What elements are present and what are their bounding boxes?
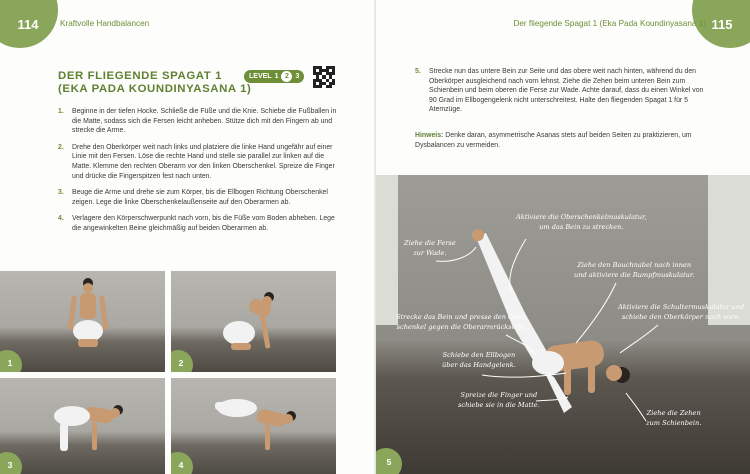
annotation-line: Schiebe den Ellbogen [442,351,516,359]
step-number: 1. [58,108,64,115]
step-text: Beginne in der tiefen Hocke. Schließe die Füße und die Knie. Schiebe die Fußballen in die Matte, sodass sich die Fersen leicht anheben. Stütze dich mit den Fingern ab und strecke die Arme. [72,108,337,135]
annotation-line: Ziehe die Ferse [404,239,456,247]
step-text: Beuge die Arme und drehe sie zum Körper, bis die Ellbogen Richtung Oberschenkel zeigen. Lege die linke Oberschenkelaußenseite auf den Oberarmen ab. [72,189,328,206]
running-head: Der fliegende Spagat 1 (Eka Pada Koundinyasana 1) [513,19,706,28]
instruction-step [58,107,338,136]
annotation-label [396,313,527,332]
photo-step-5 [376,175,750,474]
instruction-step [58,188,338,207]
yoga-figure-squat [0,271,165,372]
annotation-line: schiebe den Oberkörper nach vorn. [621,312,741,321]
photo-number: 2 [178,358,184,368]
yoga-figure-prep [0,378,165,474]
step-text: Drehe den Oberkörper weit nach links und platziere die linke Hand ungefähr auf einer Linie mit den Fersen. Löse die rechte Hand und stelle sie parallel zur linken auf die Matte. Klemme den rechten Oberarm vor den linken Oberschenkel. Spreize die Finger und drücke die Fingerspitzen fest nach unten. [72,143,335,180]
annotation-line: Strecke das Bein und presse den Ober- [396,313,527,321]
instruction-list [58,107,338,241]
instruction-step [58,143,338,181]
level-option-3: 3 [295,73,300,80]
step-text: Verlagere den Körperschwerpunkt nach vorn, bis die Füße vom Boden abheben. Lege die angewinkelten Beine gleichmäßig auf beiden Oberarmen ab. [72,215,335,232]
annotation-line: über das Handgelenk. [442,360,516,369]
step-number: 4. [58,215,64,223]
hint-note [415,131,700,150]
hint-label: Hinweis: [415,132,444,139]
page-number: 114 [17,17,39,32]
hint-text: Denke daran, asymmetrische Asanas stets auf beiden Seiten zu praktizieren, um Dysbalancen zu vermeiden. [415,132,692,149]
annotation-line: schiebe sie in die Matte. [458,400,540,409]
annotation-line: und aktiviere die Rumpfmuskulatur. [574,270,695,279]
annotation-line: Aktiviere die Schultermuskulatur und [618,303,745,311]
annotation-label [516,213,646,232]
step-text: Strecke nun das untere Bein zur Seite und das obere weit nach hinten, während du den Oberkörper ausgleichend nach vorn lehnst. Ziehe die Zehen beim unteren Bein zum Schienbein und beim oberen die Ferse zur Wade. Achte darauf, dass du einen Winkel von 90 Grad im Ellbogengelenk nicht unterschreitest. Halte den fliegenden Spagat 1 für 5 Atemzüge. [429,68,704,114]
annotation-line: Ziehe den Bauchnabel nach innen [577,261,692,269]
annotation-line: Spreize die Finger und [460,391,538,399]
annotation-line: schenkel gegen die Oberarmrückseite. [396,322,527,331]
page-number: 115 [711,17,733,32]
level-badge [244,70,304,83]
instruction-step [415,67,709,115]
annotation-line: zur Wade. [413,248,447,257]
page-number-badge [0,0,58,48]
annotation-label [442,351,516,370]
annotation-label [404,239,456,258]
step-number: 3. [58,189,64,197]
photo-step-3 [0,378,165,474]
yoga-figure-lift [171,378,336,474]
photo-step-2 [171,271,336,372]
running-head: Kraftvolle Handbalancen [60,19,150,28]
yoga-figure-twist [171,271,336,372]
annotation-label [574,261,694,280]
annotation-line: Ziehe die Zehen [646,409,701,417]
annotation-line: um das Bein zu strecken. [539,222,624,231]
photo-step-4 [171,378,336,474]
step-number: 5. [415,68,421,75]
level-option-selected: 2 [281,71,292,82]
annotation-line: zum Schienbein. [646,418,702,427]
annotation-label [646,409,701,428]
step-number: 2. [58,143,64,151]
section-title-line2: (EKA PADA KOUNDINYASANA 1) [58,83,252,95]
photo-number: 3 [7,460,13,470]
annotation-label [458,391,540,410]
level-label: LEVEL [249,73,272,80]
photo-number: 5 [386,457,392,467]
annotation-label [618,303,744,322]
photo-step-1 [0,271,165,372]
level-option-1: 1 [274,73,279,80]
instruction-step [58,214,338,233]
section-title-line1: DER FLIEGENDE SPAGAT 1 [58,70,223,82]
qr-code-icon [313,66,335,88]
photo-number: 4 [178,460,184,470]
annotation-line: Aktiviere die Oberschenkelmuskulatur, [516,213,647,221]
section-title [58,70,252,96]
photo-number: 1 [7,358,13,368]
